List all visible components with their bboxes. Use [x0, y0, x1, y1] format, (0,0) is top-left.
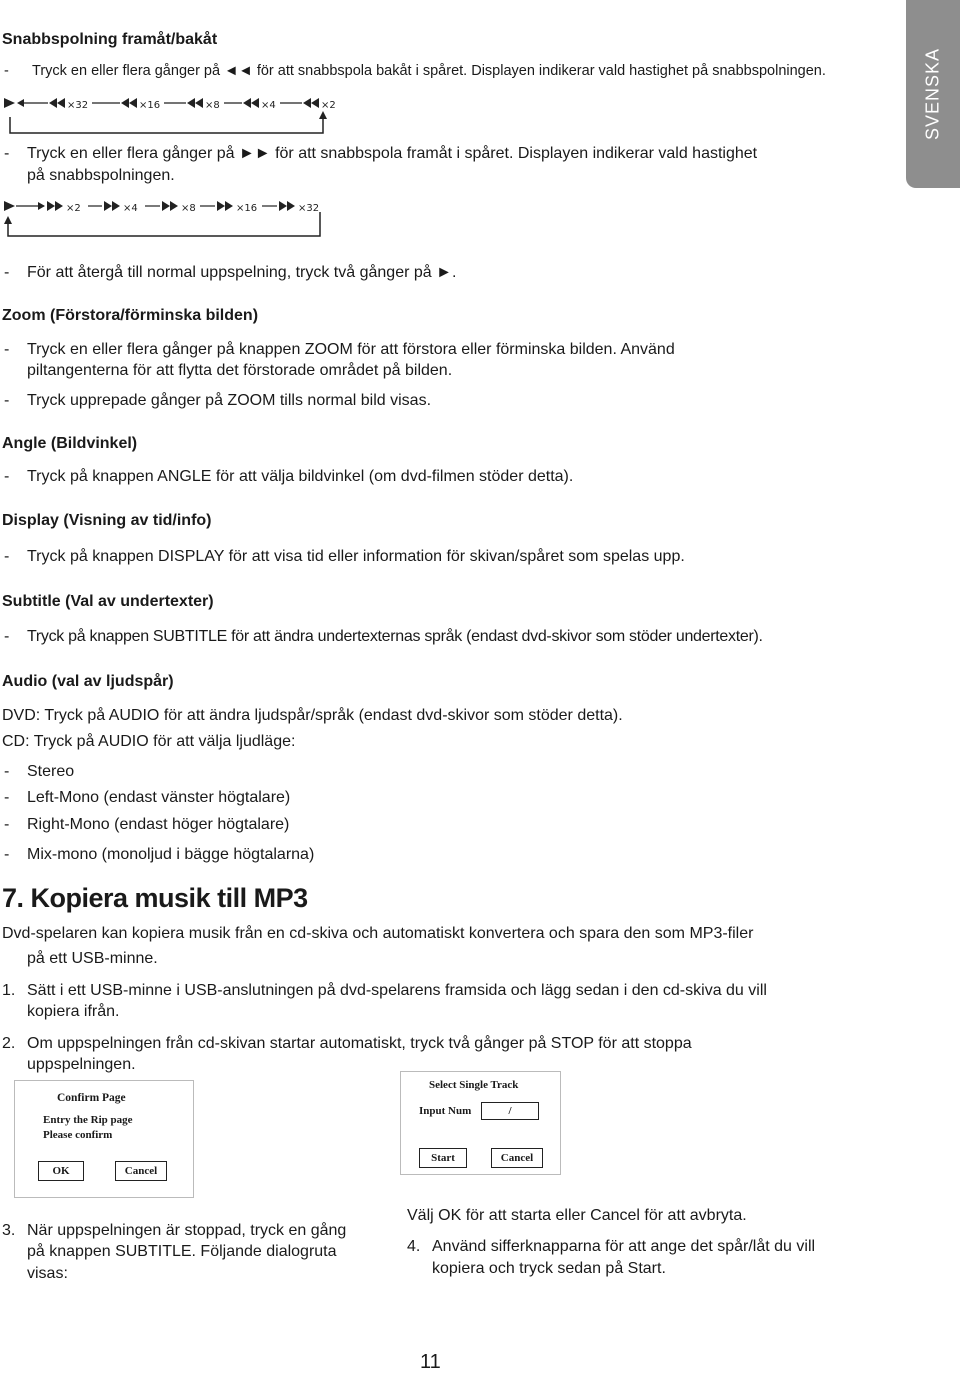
- track-number-input[interactable]: /: [481, 1102, 539, 1120]
- confirm-dialog-line-1: Entry the Rip page: [43, 1114, 133, 1126]
- confirm-dialog-line-2: Please confirm: [43, 1129, 113, 1141]
- step-3-number: 3.: [2, 1222, 16, 1239]
- zoom-heading: Zoom (Förstora/förminska bilden): [2, 307, 259, 324]
- rewind-text: Tryck en eller flera gånger på ◄◄ för att snabbspola bakåt i spåret. Displayen indikerar vald hastighet på snabbspolningen.: [32, 63, 826, 79]
- rewind-speed-0: ×32: [67, 100, 89, 111]
- forward-speed-2: ×8: [181, 203, 196, 214]
- audio-mode-text: Right-Mono (endast höger högtalare): [27, 816, 290, 833]
- audio-cd-text: CD: Tryck på AUDIO för att välja ljudläge:: [2, 733, 296, 750]
- section-intro-1: Dvd-spelaren kan kopiera musik från en cd-skiva och automatiskt konvertera och spara den som MP3-filer: [2, 925, 754, 942]
- subtitle-heading: Subtitle (Val av undertexter): [2, 593, 214, 610]
- zoom-text-3: Tryck upprepade gånger på ZOOM tills normal bild visas.: [27, 392, 432, 409]
- forward-speed-0: ×2: [66, 203, 81, 214]
- step-4-text-a: Använd sifferknapparna för att ange det spår/låt du vill: [432, 1238, 816, 1255]
- rewind-speed-diagram: [0, 95, 350, 140]
- page-number: 11: [420, 1351, 441, 1373]
- input-num-label: Input Num: [419, 1105, 472, 1117]
- select-track-dialog: [400, 1071, 561, 1175]
- forward-speed-1: ×4: [123, 203, 138, 214]
- zoom-text-1: Tryck en eller flera gånger på knappen ZOOM för att förstora eller förminska bilden. Använd: [27, 341, 675, 358]
- cancel-button[interactable]: Cancel: [115, 1161, 167, 1181]
- audio-mode-text: Stereo: [27, 763, 75, 780]
- audio-mode-text: Mix-mono (monoljud i bägge högtalarna): [27, 846, 315, 863]
- audio-heading: Audio (val av ljudspår): [2, 673, 174, 690]
- confirm-dialog-title: Confirm Page: [57, 1092, 126, 1104]
- language-tab-label: SVENSKA: [922, 47, 943, 141]
- display-heading: Display (Visning av tid/info): [2, 512, 212, 529]
- display-text: Tryck på knappen DISPLAY för att visa tid eller information för skivan/spåret som spelas upp.: [27, 548, 685, 565]
- subtitle-text: Tryck på knappen SUBTITLE för att ändra undertexternas språk (endast dvd-skivor som stöder undertexter).: [27, 628, 763, 645]
- rewind-speed-1: ×16: [139, 100, 161, 111]
- fastforward-heading: Snabbspolning framåt/bakåt: [2, 31, 218, 48]
- rewind-speed-2: ×8: [205, 100, 220, 111]
- forward-text-2: på snabbspolningen.: [27, 167, 175, 184]
- forward-speed-3: ×16: [236, 203, 258, 214]
- play-icon: [4, 98, 15, 108]
- step-4-text-b: kopiera och tryck sedan på Start.: [432, 1260, 666, 1277]
- audio-mode-text: Left-Mono (endast vänster högtalare): [27, 789, 291, 806]
- forward-speed-diagram: [0, 198, 350, 243]
- play-icon: [4, 201, 15, 211]
- confirm-dialog: [14, 1080, 194, 1198]
- section-title: 7. Kopiera musik till MP3: [2, 883, 308, 913]
- step-3-text-b: på knappen SUBTITLE. Följande dialogruta: [27, 1243, 337, 1260]
- step-1-number: 1.: [2, 982, 16, 999]
- forward-speed-4: ×32: [298, 203, 320, 214]
- cancel-button[interactable]: Cancel: [491, 1148, 543, 1168]
- start-button[interactable]: Start: [419, 1148, 467, 1168]
- ok-button[interactable]: OK: [38, 1161, 84, 1181]
- step-2-text-a: Om uppspelningen från cd-skivan startar automatiskt, tryck två gånger på STOP för att stoppa: [27, 1035, 692, 1052]
- ok-note: Välj OK för att starta eller Cancel för att avbryta.: [407, 1207, 747, 1224]
- angle-heading: Angle (Bildvinkel): [2, 435, 138, 452]
- step-1-text-b: kopiera ifrån.: [27, 1003, 120, 1020]
- angle-text: Tryck på knappen ANGLE för att välja bildvinkel (om dvd-filmen stöder detta).: [27, 468, 574, 485]
- forward-text-1: Tryck en eller flera gånger på ►► för att snabbspola framåt i spåret. Displayen indikerar vald hastighet: [27, 145, 758, 162]
- select-track-title: Select Single Track: [429, 1079, 519, 1091]
- step-3-text-c: visas:: [27, 1265, 68, 1282]
- step-2-number: 2.: [2, 1035, 16, 1052]
- step-3-text-a: När uppspelningen är stoppad, tryck en gång: [27, 1222, 347, 1239]
- rewind-speed-4: ×2: [321, 100, 336, 111]
- language-tab: [906, 0, 960, 188]
- step-1-text-a: Sätt i ett USB-minne i USB-anslutningen på dvd-spelarens framsida och lägg sedan i den cd-skiva du vill: [27, 982, 767, 999]
- zoom-text-2: piltangenterna för att flytta det förstorade området på bilden.: [27, 362, 453, 379]
- section-intro-2: på ett USB-minne.: [27, 950, 158, 967]
- normal-text: För att återgå till normal uppspelning, tryck två gånger på ►.: [27, 264, 457, 281]
- rewind-speed-3: ×4: [261, 100, 276, 111]
- step-4-number: 4.: [407, 1238, 421, 1255]
- audio-dvd-text: DVD: Tryck på AUDIO för att ändra ljudspår/språk (endast dvd-skivor som stöder detta).: [2, 707, 623, 724]
- step-2-text-b: uppspelningen.: [27, 1056, 136, 1073]
